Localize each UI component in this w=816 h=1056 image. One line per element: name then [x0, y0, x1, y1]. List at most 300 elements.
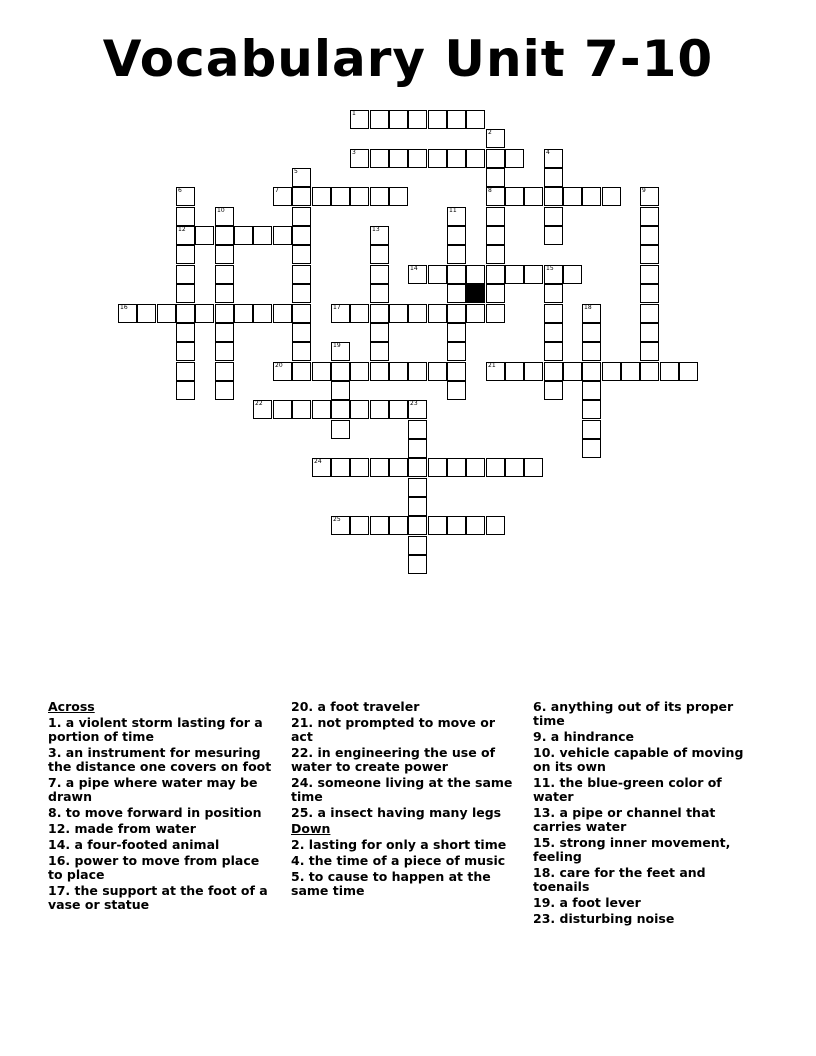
page-title: Vocabulary Unit 7-10 [102, 30, 714, 88]
grid-cell[interactable] [273, 400, 292, 419]
grid-cell[interactable] [292, 207, 311, 226]
grid-cell[interactable] [370, 516, 389, 535]
grid-cell[interactable] [215, 265, 234, 284]
grid-cell[interactable] [370, 187, 389, 206]
clue-down-11 [533, 776, 765, 804]
grid-cell[interactable] [273, 187, 292, 206]
grid-cell[interactable] [582, 420, 601, 439]
grid-cell[interactable] [466, 516, 485, 535]
grid-cell[interactable] [544, 304, 563, 323]
grid-cell[interactable] [370, 110, 389, 129]
grid-cell[interactable] [176, 323, 195, 342]
cell-number: 22 [255, 400, 263, 407]
grid-cell[interactable] [370, 149, 389, 168]
grid-cell[interactable] [292, 168, 311, 187]
clue-text: an instrument for mesuring the distance one covers on foot [48, 745, 272, 774]
grid-cell[interactable] [447, 245, 466, 264]
grid-cell[interactable] [389, 110, 408, 129]
grid-cell[interactable] [350, 304, 369, 323]
clue-text: a pipe or channel that carries water [533, 805, 716, 834]
cell-number: 12 [178, 226, 186, 233]
grid-cell[interactable] [486, 129, 505, 148]
grid-cell[interactable] [447, 304, 466, 323]
clue-across-21 [291, 716, 517, 744]
clue-number: 12. [48, 821, 71, 836]
grid-cell[interactable] [428, 265, 447, 284]
clue-number: 4. [291, 853, 305, 868]
grid-cell[interactable] [215, 304, 234, 323]
grid-cell[interactable] [234, 226, 253, 245]
grid-cell[interactable] [292, 226, 311, 245]
grid-cell[interactable] [292, 362, 311, 381]
clue-down-2 [291, 838, 517, 852]
grid-cell[interactable] [408, 304, 427, 323]
grid-cell[interactable] [118, 304, 137, 323]
grid-cell[interactable] [331, 187, 350, 206]
grid-cell[interactable] [486, 168, 505, 187]
grid-cell[interactable] [505, 362, 524, 381]
grid-cell[interactable] [408, 516, 427, 535]
black-square [466, 284, 485, 303]
grid-cell[interactable] [331, 362, 350, 381]
cell-number: 15 [546, 265, 554, 272]
cell-number: 21 [488, 362, 496, 369]
cell-number: 9 [642, 187, 646, 194]
clue-down-4 [291, 854, 517, 868]
grid-cell[interactable] [350, 362, 369, 381]
grid-cell[interactable] [544, 265, 563, 284]
grid-cell[interactable] [544, 207, 563, 226]
grid-cell[interactable] [370, 245, 389, 264]
grid-cell[interactable] [447, 265, 466, 284]
cell-number: 4 [546, 149, 550, 156]
clue-text: the time of a piece of music [304, 853, 506, 868]
grid-cell[interactable] [447, 207, 466, 226]
grid-cell[interactable] [370, 362, 389, 381]
cell-number: 11 [449, 207, 457, 214]
grid-cell[interactable] [253, 226, 272, 245]
clue-text: to move forward in position [61, 805, 262, 820]
grid-cell[interactable] [486, 245, 505, 264]
grid-cell[interactable] [273, 226, 292, 245]
grid-cell[interactable] [447, 342, 466, 361]
grid-cell[interactable] [544, 362, 563, 381]
grid-cell[interactable] [428, 516, 447, 535]
grid-cell[interactable] [486, 284, 505, 303]
grid-cell[interactable] [466, 265, 485, 284]
grid-cell[interactable] [486, 362, 505, 381]
clue-number: 7. [48, 775, 62, 790]
grid-cell[interactable] [447, 284, 466, 303]
clue-across-24 [291, 776, 517, 804]
grid-cell[interactable] [370, 323, 389, 342]
clue-down-15 [533, 836, 765, 864]
down-heading: Down [291, 821, 331, 836]
grid-cell[interactable] [292, 342, 311, 361]
grid-cell[interactable] [408, 497, 427, 516]
grid-cell[interactable] [466, 458, 485, 477]
grid-cell[interactable] [486, 226, 505, 245]
grid-cell[interactable] [292, 284, 311, 303]
grid-cell[interactable] [370, 284, 389, 303]
grid-cell[interactable] [312, 362, 331, 381]
grid-cell[interactable] [408, 439, 427, 458]
grid-cell[interactable] [389, 400, 408, 419]
grid-cell[interactable] [176, 265, 195, 284]
clue-down-13 [533, 806, 765, 834]
grid-cell[interactable] [544, 168, 563, 187]
grid-cell[interactable] [486, 207, 505, 226]
grid-cell[interactable] [505, 187, 524, 206]
grid-cell[interactable] [408, 400, 427, 419]
clue-text: someone living at the same time [291, 775, 513, 804]
clue-down-6 [533, 700, 765, 728]
grid-cell[interactable] [582, 439, 601, 458]
grid-cell[interactable] [176, 187, 195, 206]
grid-cell[interactable] [176, 381, 195, 400]
clue-number: 14. [48, 837, 71, 852]
grid-cell[interactable] [370, 400, 389, 419]
grid-cell[interactable] [524, 362, 543, 381]
grid-cell[interactable] [408, 362, 427, 381]
grid-cell[interactable] [408, 478, 427, 497]
clue-text: to cause to happen at the same time [291, 869, 491, 898]
cell-number: 23 [410, 400, 418, 407]
grid-cell[interactable] [428, 304, 447, 323]
grid-cell[interactable] [331, 400, 350, 419]
cell-number: 16 [120, 304, 128, 311]
cell-number: 20 [275, 362, 283, 369]
grid-cell[interactable] [447, 458, 466, 477]
grid-cell[interactable] [195, 304, 214, 323]
clue-across-25 [291, 806, 517, 820]
grid-cell[interactable] [331, 458, 350, 477]
clue-text: anything out of its proper time [533, 699, 734, 728]
clue-number: 9. [533, 729, 547, 744]
grid-cell[interactable] [273, 362, 292, 381]
clue-number: 16. [48, 853, 71, 868]
cell-number: 18 [584, 304, 592, 311]
grid-cell[interactable] [370, 226, 389, 245]
clue-across-7 [48, 776, 274, 804]
cell-number: 10 [217, 207, 225, 214]
clue-text: made from water [70, 821, 196, 836]
grid-cell[interactable] [582, 187, 601, 206]
grid-cell[interactable] [292, 323, 311, 342]
clue-text: disturbing noise [555, 911, 675, 926]
clues-column-1 [48, 700, 274, 914]
clue-number: 24. [291, 775, 314, 790]
grid-cell[interactable] [389, 149, 408, 168]
grid-cell[interactable] [505, 265, 524, 284]
grid-cell[interactable] [447, 381, 466, 400]
grid-cell[interactable] [428, 362, 447, 381]
cell-number: 14 [410, 265, 418, 272]
cell-number: 19 [333, 342, 341, 349]
clue-down-19 [533, 896, 765, 910]
cell-number: 13 [372, 226, 380, 233]
grid-cell[interactable] [447, 323, 466, 342]
grid-cell[interactable] [370, 265, 389, 284]
grid-cell[interactable] [505, 149, 524, 168]
grid-cell[interactable] [447, 149, 466, 168]
grid-cell[interactable] [176, 245, 195, 264]
clue-text: strong inner movement, feeling [533, 835, 731, 864]
grid-cell[interactable] [582, 400, 601, 419]
grid-cell[interactable] [176, 284, 195, 303]
grid-cell[interactable] [331, 516, 350, 535]
grid-cell[interactable] [408, 265, 427, 284]
clue-down-10 [533, 746, 765, 774]
grid-cell[interactable] [640, 284, 659, 303]
grid-cell[interactable] [331, 381, 350, 400]
clue-number: 3. [48, 745, 62, 760]
clue-across-16 [48, 854, 274, 882]
grid-cell[interactable] [466, 110, 485, 129]
grid-cell[interactable] [370, 458, 389, 477]
clue-number: 17. [48, 883, 71, 898]
grid-cell[interactable] [195, 226, 214, 245]
clue-number: 20. [291, 699, 314, 714]
grid-cell[interactable] [176, 342, 195, 361]
grid-cell[interactable] [408, 110, 427, 129]
clue-down-9 [533, 730, 765, 744]
clue-across-3 [48, 746, 274, 774]
clues-column-2 [291, 700, 517, 900]
clue-across-20 [291, 700, 517, 714]
grid-cell[interactable] [447, 516, 466, 535]
cell-number: 24 [314, 458, 322, 465]
cell-number: 7 [275, 187, 279, 194]
grid-cell[interactable] [447, 110, 466, 129]
grid-cell[interactable] [621, 362, 640, 381]
grid-cell[interactable] [563, 265, 582, 284]
clue-number: 6. [533, 699, 547, 714]
grid-cell[interactable] [389, 187, 408, 206]
grid-cell[interactable] [389, 516, 408, 535]
grid-cell[interactable] [215, 207, 234, 226]
clue-text: in engineering the use of water to create power [291, 745, 496, 774]
grid-cell[interactable] [524, 458, 543, 477]
grid-cell[interactable] [350, 458, 369, 477]
grid-cell[interactable] [582, 342, 601, 361]
grid-cell[interactable] [466, 149, 485, 168]
grid-cell[interactable] [582, 323, 601, 342]
grid-cell[interactable] [524, 265, 543, 284]
grid-cell[interactable] [331, 342, 350, 361]
clue-number: 8. [48, 805, 62, 820]
clue-text: a hindrance [546, 729, 635, 744]
grid-cell[interactable] [408, 536, 427, 555]
cell-number: 6 [178, 187, 182, 194]
grid-cell[interactable] [350, 110, 369, 129]
grid-cell[interactable] [486, 516, 505, 535]
clue-number: 18. [533, 865, 556, 880]
grid-cell[interactable] [234, 304, 253, 323]
grid-cell[interactable] [640, 207, 659, 226]
grid-cell[interactable] [544, 149, 563, 168]
clue-text: a pipe where water may be drawn [48, 775, 258, 804]
clue-number: 15. [533, 835, 556, 850]
grid-cell[interactable] [350, 187, 369, 206]
grid-cell[interactable] [292, 265, 311, 284]
cell-number: 25 [333, 516, 341, 523]
clue-number: 19. [533, 895, 556, 910]
cell-number: 3 [352, 149, 356, 156]
grid-cell[interactable] [253, 400, 272, 419]
clue-text: the blue-green color of water [533, 775, 722, 804]
grid-cell[interactable] [428, 110, 447, 129]
grid-cell[interactable] [466, 304, 485, 323]
grid-cell[interactable] [544, 284, 563, 303]
clue-across-14 [48, 838, 274, 852]
clue-across-8 [48, 806, 274, 820]
grid-cell[interactable] [292, 400, 311, 419]
clue-across-22 [291, 746, 517, 774]
clue-text: a four-footed animal [70, 837, 220, 852]
grid-cell[interactable] [408, 458, 427, 477]
cell-number: 2 [488, 129, 492, 136]
grid-cell[interactable] [408, 420, 427, 439]
grid-cell[interactable] [331, 420, 350, 439]
grid-cell[interactable] [447, 362, 466, 381]
clue-across-1 [48, 716, 274, 744]
grid-cell[interactable] [370, 342, 389, 361]
grid-cell[interactable] [137, 304, 156, 323]
grid-cell[interactable] [640, 245, 659, 264]
cell-number: 17 [333, 304, 341, 311]
grid-cell[interactable] [640, 187, 659, 206]
grid-cell[interactable] [602, 362, 621, 381]
grid-cell[interactable] [640, 323, 659, 342]
grid-cell[interactable] [428, 458, 447, 477]
clue-number: 25. [291, 805, 314, 820]
grid-cell[interactable] [582, 304, 601, 323]
grid-cell[interactable] [640, 342, 659, 361]
grid-cell[interactable] [408, 149, 427, 168]
clue-text: a insect having many legs [313, 805, 502, 820]
grid-cell[interactable] [273, 304, 292, 323]
grid-cell[interactable] [582, 362, 601, 381]
grid-cell[interactable] [660, 362, 679, 381]
cell-number: 1 [352, 110, 356, 117]
clue-text: the support at the foot of a vase or statue [48, 883, 268, 912]
grid-cell[interactable] [292, 245, 311, 264]
grid-cell[interactable] [544, 381, 563, 400]
cell-number: 8 [488, 187, 492, 194]
grid-cell[interactable] [602, 187, 621, 206]
clue-down-5 [291, 870, 517, 898]
clue-number: 2. [291, 837, 305, 852]
clue-number: 21. [291, 715, 314, 730]
grid-cell[interactable] [486, 265, 505, 284]
clue-text: a violent storm lasting for a portion of time [48, 715, 263, 744]
grid-cell[interactable] [215, 362, 234, 381]
grid-cell[interactable] [215, 245, 234, 264]
grid-cell[interactable] [292, 187, 311, 206]
grid-cell[interactable] [408, 555, 427, 574]
grid-cell[interactable] [312, 458, 331, 477]
clue-number: 10. [533, 745, 556, 760]
grid-cell[interactable] [215, 284, 234, 303]
grid-cell[interactable] [544, 187, 563, 206]
grid-cell[interactable] [176, 362, 195, 381]
clue-number: 5. [291, 869, 305, 884]
clue-number: 11. [533, 775, 556, 790]
grid-cell[interactable] [679, 362, 698, 381]
clue-across-12 [48, 822, 274, 836]
grid-cell[interactable] [486, 187, 505, 206]
grid-cell[interactable] [253, 304, 272, 323]
cell-number: 5 [294, 168, 298, 175]
clues-column-3 [533, 700, 765, 928]
clue-text: not prompted to move or act [291, 715, 496, 744]
grid-cell[interactable] [176, 226, 195, 245]
clue-number: 13. [533, 805, 556, 820]
grid-cell[interactable] [505, 458, 524, 477]
grid-cell[interactable] [524, 187, 543, 206]
grid-cell[interactable] [176, 207, 195, 226]
grid-cell[interactable] [215, 381, 234, 400]
grid-cell[interactable] [215, 342, 234, 361]
grid-cell[interactable] [350, 516, 369, 535]
grid-cell[interactable] [544, 226, 563, 245]
clue-text: care for the feet and toenails [533, 865, 706, 894]
grid-cell[interactable] [486, 458, 505, 477]
clue-across-17 [48, 884, 274, 912]
clue-text: vehicle capable of moving on its own [533, 745, 744, 774]
clue-number: 23. [533, 911, 556, 926]
grid-cell[interactable] [292, 304, 311, 323]
grid-cell[interactable] [447, 226, 466, 245]
grid-cell[interactable] [312, 187, 331, 206]
grid-cell[interactable] [370, 304, 389, 323]
grid-cell[interactable] [640, 265, 659, 284]
grid-cell[interactable] [176, 304, 195, 323]
grid-cell[interactable] [640, 304, 659, 323]
grid-cell[interactable] [640, 226, 659, 245]
grid-cell[interactable] [215, 323, 234, 342]
clue-text: a foot lever [555, 895, 641, 910]
grid-cell[interactable] [389, 304, 408, 323]
grid-cell[interactable] [312, 400, 331, 419]
grid-cell[interactable] [428, 149, 447, 168]
grid-cell[interactable] [640, 362, 659, 381]
grid-cell[interactable] [563, 362, 582, 381]
grid-cell[interactable] [544, 323, 563, 342]
clue-text: a foot traveler [313, 699, 420, 714]
grid-cell[interactable] [331, 304, 350, 323]
grid-cell[interactable] [350, 400, 369, 419]
clue-down-23 [533, 912, 765, 926]
clue-number: 22. [291, 745, 314, 760]
grid-cell[interactable] [486, 304, 505, 323]
grid-cell[interactable] [544, 342, 563, 361]
grid-cell[interactable] [215, 226, 234, 245]
grid-cell[interactable] [350, 149, 369, 168]
clue-down-18 [533, 866, 765, 894]
grid-cell[interactable] [563, 187, 582, 206]
grid-cell[interactable] [389, 458, 408, 477]
clue-text: lasting for only a short time [304, 837, 507, 852]
clue-text: power to move from place to place [48, 853, 260, 882]
grid-cell[interactable] [389, 362, 408, 381]
clue-number: 1. [48, 715, 62, 730]
grid-cell[interactable] [486, 149, 505, 168]
across-heading: Across [48, 699, 95, 714]
grid-cell[interactable] [157, 304, 176, 323]
grid-cell[interactable] [582, 381, 601, 400]
